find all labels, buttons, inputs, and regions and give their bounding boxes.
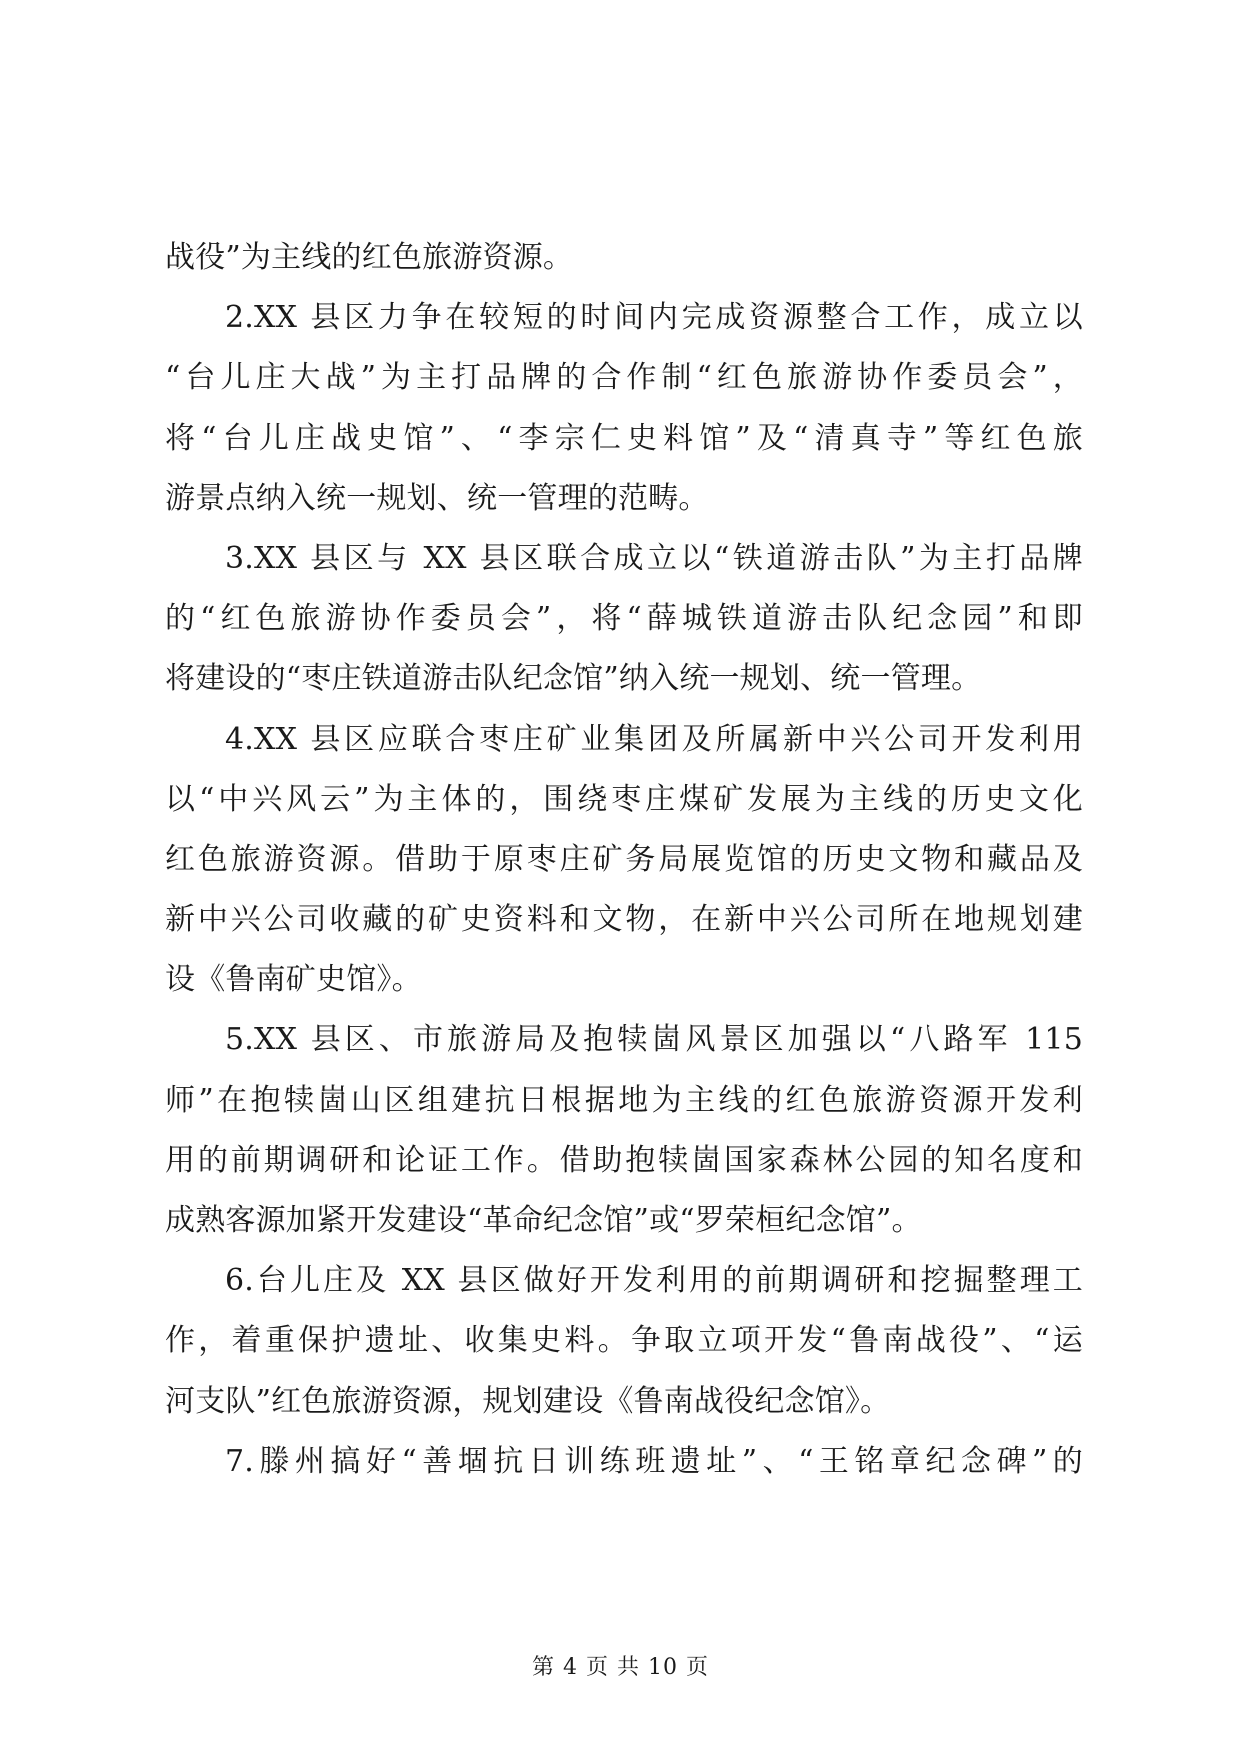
text-line: 以“中兴风云”为主体的，围绕枣庄煤矿发展为主线的历史文化 — [165, 781, 1083, 817]
text-line: 游景点纳入统一规划、统一管理的范畴。 — [165, 480, 709, 516]
text-line: 用的前期调研和论证工作。借助抱犊崮国家森林公园的知名度和 — [165, 1142, 1083, 1178]
paragraph-item-7 — [165, 1432, 1083, 1492]
text-line: 2.XX 县区力争在较短的时间内完成资源整合工作，成立以 — [225, 300, 1083, 336]
page-number-footer: 第 4 页 共 10 页 — [532, 1655, 709, 1680]
paragraph-continuation — [165, 228, 1083, 288]
text-line: 师”在抱犊崮山区组建抗日根据地为主线的红色旅游资源开发利 — [165, 1082, 1083, 1118]
paragraph-item-3 — [165, 529, 1083, 710]
text-line: 6.台儿庄及 XX 县区做好开发利用的前期调研和挖掘整理工 — [225, 1263, 1083, 1299]
document-body — [165, 228, 1083, 1492]
text-line: 将建设的“枣庄铁道游击队纪念馆”纳入统一规划、统一管理。 — [165, 661, 982, 697]
text-line: 新中兴公司收藏的矿史资料和文物，在新中兴公司所在地规划建 — [165, 902, 1083, 938]
paragraph-item-5 — [165, 1010, 1083, 1251]
text-line: 河支队”红色旅游资源，规划建设《鲁南战役纪念馆》。 — [165, 1383, 891, 1419]
text-line: “台儿庄大战”为主打品牌的合作制“红色旅游协作委员会”， — [165, 360, 1083, 396]
text-line: 设《鲁南矿史馆》。 — [165, 962, 422, 998]
text-line: 战役”为主线的红色旅游资源。 — [165, 240, 574, 275]
paragraph-item-4 — [165, 710, 1083, 1011]
text-line: 红色旅游资源。借助于原枣庄矿务局展览馆的历史文物和藏品及 — [165, 841, 1083, 877]
paragraph-item-2 — [165, 288, 1083, 529]
paragraph-item-6 — [165, 1251, 1083, 1432]
text-line: 成熟客源加紧开发建设“革命纪念馆”或“罗荣桓纪念馆”。 — [165, 1203, 922, 1238]
text-line: 5.XX 县区、市旅游局及抱犊崮风景区加强以“八路军 115 — [225, 1022, 1083, 1058]
text-line: 4.XX 县区应联合枣庄矿业集团及所属新中兴公司开发利用 — [225, 721, 1083, 757]
text-line: 作，着重保护遗址、收集史料。争取立项开发“鲁南战役”、“运 — [165, 1323, 1083, 1359]
text-line: 的“红色旅游协作委员会”，将“薛城铁道游击队纪念园”和即 — [165, 601, 1083, 637]
text-line: 3.XX 县区与 XX 县区联合成立以“铁道游击队”为主打品牌 — [225, 540, 1083, 576]
text-line: 将“台儿庄战史馆”、“李宗仁史料馆”及“清真寺”等红色旅 — [165, 420, 1083, 456]
text-line: 7.滕州搞好“善堌抗日训练班遗址”、“王铭章纪念碑”的 — [225, 1443, 1083, 1479]
